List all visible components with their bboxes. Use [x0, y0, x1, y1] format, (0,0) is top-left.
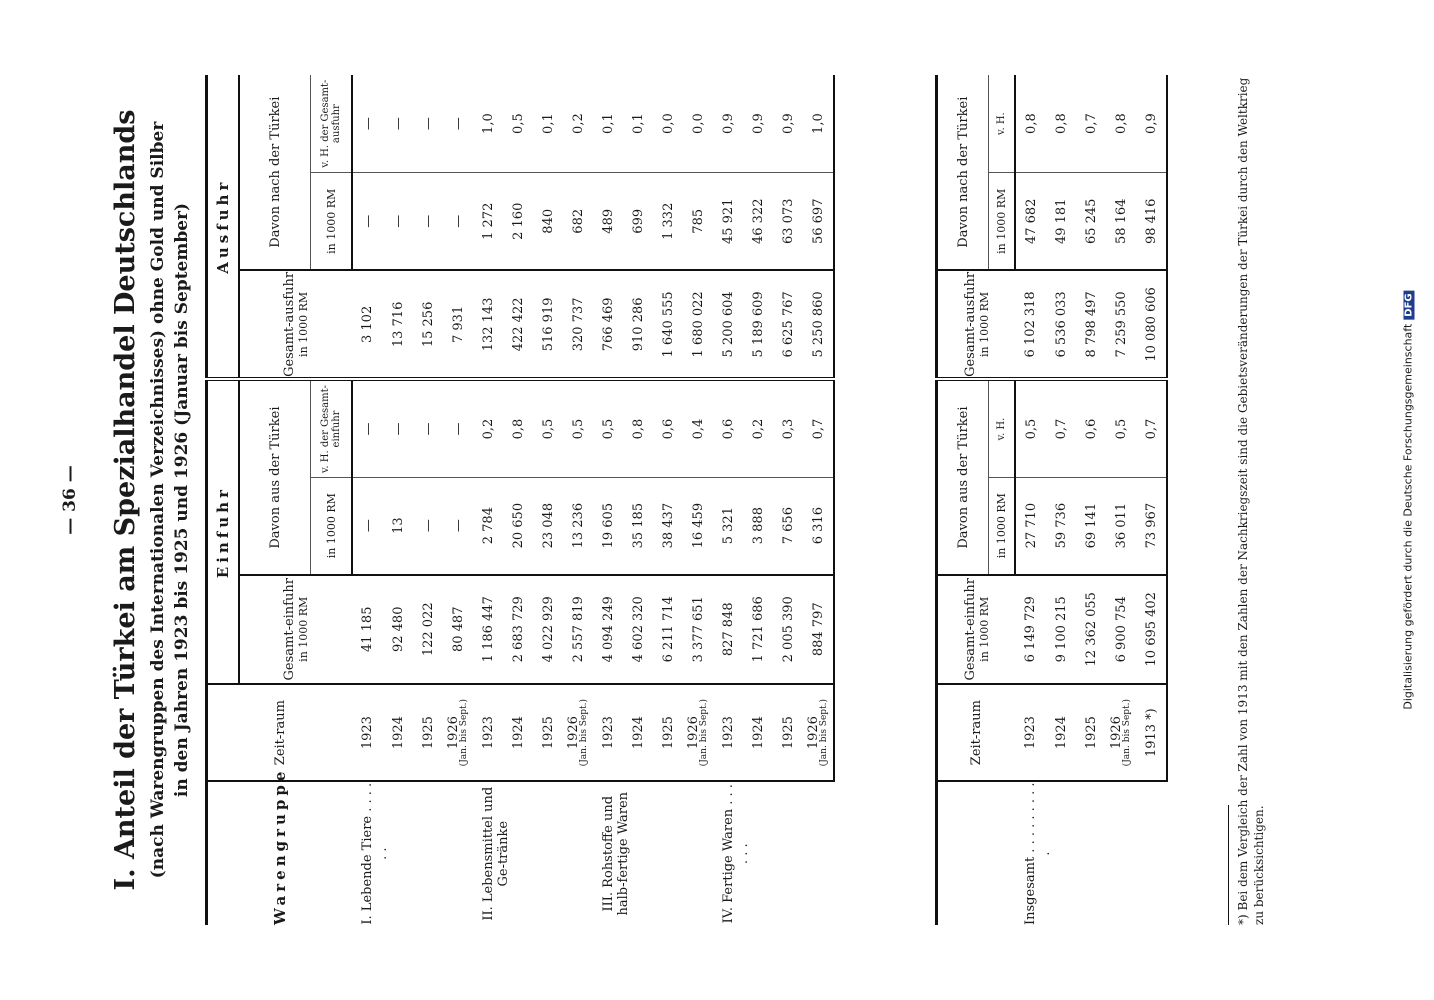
dfg-logo: DFG	[1404, 290, 1415, 319]
zeitraum-cell	[352, 684, 383, 782]
export-pct-cell: 0,8	[1113, 113, 1129, 134]
import-turkey-cell: 38 437	[653, 477, 683, 575]
export-total-cell: 1 640 555	[653, 270, 683, 379]
year: 1923	[360, 716, 375, 750]
import-total-cell: 827 848	[713, 575, 743, 684]
zeitraum-cell	[713, 684, 743, 782]
export-turkey-cell: —	[352, 173, 383, 271]
export-pct-cell: —	[450, 117, 466, 131]
header-export-pct: v. H. der Gesamt-ausfuhr	[311, 75, 353, 173]
export-total-cell: 10 080 606	[1136, 270, 1167, 379]
zeitraum-cell	[623, 684, 653, 782]
import-pct-cell: 0,8	[503, 379, 533, 477]
year: 1925	[540, 716, 556, 750]
zeitraum-cell	[413, 684, 443, 782]
group-label: I. Lebende Tiere . . . . . .	[352, 781, 473, 925]
year: 1924	[750, 716, 766, 750]
export-total-cell: 5 189 609	[743, 270, 773, 379]
year: 1925	[660, 716, 676, 750]
year: 1923	[600, 716, 616, 750]
year: 1925	[1083, 716, 1099, 750]
header-warengruppe: Warengruppe	[207, 781, 353, 925]
export-turkey-cell: —	[383, 173, 413, 271]
import-pct-cell: 0,7	[803, 379, 834, 477]
total-header-blank	[937, 781, 1016, 925]
import-pct-cell: 0,5	[563, 379, 593, 477]
export-turkey-cell: 98 416	[1136, 173, 1167, 271]
export-turkey-cell: 1 332	[653, 173, 683, 271]
export-pct-cell: 0,0	[690, 113, 706, 134]
group-label: II. Lebensmittel und Ge-tränke	[473, 781, 593, 925]
import-pct-cell: 0,7	[1046, 379, 1076, 477]
import-pct-cell: 0,2	[743, 379, 773, 477]
export-turkey-cell: 65 245	[1076, 173, 1106, 271]
export-pct-cell: 0,7	[1083, 113, 1099, 134]
import-turkey-cell: 27 710	[1015, 477, 1046, 575]
table-row	[473, 75, 503, 925]
year: 1923	[1023, 716, 1038, 750]
export-total-cell: 6 536 033	[1046, 270, 1076, 379]
export-total-cell: 7 931	[443, 270, 473, 379]
trade-table	[205, 75, 835, 925]
export-turkey-cell: 785	[683, 173, 713, 271]
import-turkey-cell: 6 316	[803, 477, 834, 575]
import-turkey-cell: 69 141	[1076, 477, 1106, 575]
table-row	[1015, 75, 1046, 925]
total-header-gesamteinfuhr: Gesamt-einfuhr in 1000 RM	[937, 575, 1016, 684]
year-range: (Jan. bis Sept.)	[579, 698, 589, 767]
total-header-gesamtausfuhr: Gesamt-ausfuhr in 1000 RM	[937, 270, 1016, 379]
total-header-davon-aus: Davon aus der Türkei	[937, 379, 989, 574]
year: 1926	[566, 716, 581, 750]
import-pct-cell: 0,2	[473, 379, 503, 477]
export-pct-cell: 0,8	[1053, 113, 1069, 134]
export-pct-cell: 0,0	[660, 113, 676, 134]
digitization-credit	[1396, 20, 1420, 980]
export-total-cell: 13 716	[383, 270, 413, 379]
header-unit-import-turkey: in 1000 RM	[311, 477, 353, 575]
import-pct-cell: 0,6	[653, 379, 683, 477]
total-header-zeitraum: Zeit-raum	[937, 684, 1016, 782]
import-total-cell: 80 487	[443, 575, 473, 684]
export-total-cell: 6 625 767	[773, 270, 803, 379]
import-turkey-cell: 5 321	[713, 477, 743, 575]
zeitraum-cell	[563, 684, 593, 782]
total-header-unit-import: in 1000 RM	[989, 477, 1016, 575]
import-pct-cell: 0,5	[533, 379, 563, 477]
zeitraum-cell	[1046, 684, 1076, 782]
total-header-import-pct: v. H.	[989, 379, 1016, 477]
export-pct-cell: 0,2	[570, 113, 586, 134]
export-total-cell: 3 102	[352, 270, 383, 379]
subtitle-line-2: in den Jahren 1923 bis 1925 und 1926 (Januar bis September)	[172, 202, 192, 798]
export-total-cell: 132 143	[473, 270, 503, 379]
import-turkey-cell: 73 967	[1136, 477, 1167, 575]
export-pct-cell: 0,5	[510, 113, 526, 134]
export-pct-cell: 1,0	[480, 113, 496, 134]
export-pct-cell: 0,1	[600, 113, 616, 134]
header-einfuhr: Einfuhr	[207, 379, 240, 683]
zeitraum-cell	[593, 684, 623, 782]
group-label: III. Rohstoffe und halb-fertige Waren	[593, 781, 713, 925]
export-turkey-cell: 489	[593, 173, 623, 271]
import-pct-cell: 0,3	[773, 379, 803, 477]
import-pct-cell: 0,8	[623, 379, 653, 477]
export-turkey-cell: —	[443, 173, 473, 271]
zeitraum-cell	[743, 684, 773, 782]
table-row	[713, 75, 743, 925]
header-davon-aus: Davon aus der Türkei	[239, 379, 311, 574]
year: 1925	[780, 716, 796, 750]
import-total-cell: 4 602 320	[623, 575, 653, 684]
import-pct-cell: 0,6	[1076, 379, 1106, 477]
import-pct-cell: —	[413, 379, 443, 477]
export-pct-cell: 0,1	[540, 113, 556, 134]
year: 1924	[510, 716, 526, 750]
import-turkey-cell: 13	[383, 477, 413, 575]
year: 1925	[420, 716, 436, 750]
zeitraum-cell	[653, 684, 683, 782]
export-pct-cell: 0,9	[720, 113, 736, 134]
zeitraum-cell	[773, 684, 803, 782]
footnote	[1228, 75, 1267, 925]
export-turkey-cell: 840	[533, 173, 563, 271]
export-pct-cell: 0,9	[780, 113, 796, 134]
year: 1923	[480, 716, 496, 750]
import-total-cell: 41 185	[352, 575, 383, 684]
zeitraum-cell	[383, 684, 413, 782]
export-total-cell: 422 422	[503, 270, 533, 379]
export-total-cell: 516 919	[533, 270, 563, 379]
credit-text: Digitalisierung gefördert durch die Deutsche Forschungsgemeinschaft	[1401, 323, 1415, 710]
export-turkey-cell: 682	[563, 173, 593, 271]
footnote-rule	[1228, 805, 1229, 925]
year: 1924	[390, 716, 406, 750]
total-header-unit-export: in 1000 RM	[989, 173, 1016, 271]
import-turkey-cell: 23 048	[533, 477, 563, 575]
zeitraum-cell	[503, 684, 533, 782]
export-pct-cell: —	[420, 117, 436, 131]
export-pct-cell: —	[360, 117, 376, 131]
year: 1926	[446, 716, 461, 750]
import-turkey-cell: —	[413, 477, 443, 575]
export-total-cell: 5 200 604	[713, 270, 743, 379]
import-total-cell: 6 149 729	[1015, 575, 1046, 684]
year-range: (Jan. bis Sept.)	[459, 698, 469, 767]
import-total-cell: 10 695 402	[1136, 575, 1167, 684]
import-turkey-cell: 59 736	[1046, 477, 1076, 575]
export-turkey-cell: 49 181	[1046, 173, 1076, 271]
year: 1913 *)	[1143, 708, 1159, 758]
export-total-cell: 8 798 497	[1076, 270, 1106, 379]
export-turkey-cell: 47 682	[1015, 173, 1046, 271]
year: 1926	[806, 716, 821, 750]
import-pct-cell: 0,5	[1015, 379, 1046, 477]
export-turkey-cell: 1 272	[473, 173, 503, 271]
export-turkey-cell: 46 322	[743, 173, 773, 271]
year: 1923	[720, 716, 736, 750]
subtitle-line-1: (nach Warengruppen des Internationalen Verzeichnisses) ohne Gold und Silber	[148, 121, 168, 879]
import-pct-cell: —	[383, 379, 413, 477]
zeitraum-cell	[1015, 684, 1046, 782]
export-total-cell: 320 737	[563, 270, 593, 379]
year: 1926	[686, 716, 701, 750]
header-import-pct: v. H. der Gesamt-einfuhr	[311, 379, 353, 477]
import-turkey-cell: 20 650	[503, 477, 533, 575]
zeitraum-cell	[533, 684, 563, 782]
import-pct-cell: 0,5	[1106, 379, 1136, 477]
zeitraum-cell	[443, 684, 473, 782]
import-pct-cell: —	[443, 379, 473, 477]
page-title: I. Anteil der Türkei am Spezialhandel Deutschlands	[110, 109, 141, 891]
year: 1924	[630, 716, 646, 750]
export-pct-cell: 0,1	[630, 113, 646, 134]
zeitraum-cell	[473, 684, 503, 782]
header-gesamtausfuhr: Gesamt-ausfuhr in 1000 RM	[239, 270, 352, 379]
group-label: Insgesamt . . . . . . . . . .	[1015, 781, 1167, 925]
zeitraum-cell	[683, 684, 713, 782]
import-turkey-cell: 2 784	[473, 477, 503, 575]
zeitraum-cell	[1106, 684, 1136, 782]
header-gesamteinfuhr: Gesamt-einfuhr in 1000 RM	[239, 575, 352, 684]
import-turkey-cell: 7 656	[773, 477, 803, 575]
import-pct-cell: 0,6	[713, 379, 743, 477]
zeitraum-cell	[1136, 684, 1167, 782]
import-total-cell: 2 005 390	[773, 575, 803, 684]
import-total-cell: 2 683 729	[503, 575, 533, 684]
year-range: (Jan. bis Sept.)	[699, 698, 709, 767]
import-turkey-cell: 16 459	[683, 477, 713, 575]
export-turkey-cell: —	[413, 173, 443, 271]
export-pct-cell: —	[390, 117, 406, 131]
page-number: — 36 —	[60, 465, 80, 535]
table-row	[352, 75, 383, 925]
export-total-cell: 766 469	[593, 270, 623, 379]
import-total-cell: 6 211 714	[653, 575, 683, 684]
year-range: (Jan. bis Sept.)	[819, 698, 829, 767]
import-turkey-cell: 3 888	[743, 477, 773, 575]
export-total-cell: 6 102 318	[1015, 270, 1046, 379]
import-total-cell: 6 900 754	[1106, 575, 1136, 684]
import-total-cell: 4 094 249	[593, 575, 623, 684]
header-davon-nach: Davon nach der Türkei	[239, 75, 311, 270]
import-total-cell: 1 721 686	[743, 575, 773, 684]
export-total-cell: 1 680 022	[683, 270, 713, 379]
import-pct-cell: —	[352, 379, 383, 477]
import-total-cell: 9 100 215	[1046, 575, 1076, 684]
year-range: (Jan. bis Sept.)	[1122, 698, 1132, 767]
import-turkey-cell: 13 236	[563, 477, 593, 575]
table-row	[593, 75, 623, 925]
import-total-cell: 2 557 819	[563, 575, 593, 684]
year: 1924	[1053, 716, 1069, 750]
export-pct-cell: 0,9	[750, 113, 766, 134]
export-total-cell: 7 259 550	[1106, 270, 1136, 379]
export-turkey-cell: 58 164	[1106, 173, 1136, 271]
import-turkey-cell: 35 185	[623, 477, 653, 575]
export-total-cell: 5 250 860	[803, 270, 834, 379]
export-pct-cell: 1,0	[803, 75, 834, 173]
import-total-cell: 1 186 447	[473, 575, 503, 684]
import-total-cell: 4 022 929	[533, 575, 563, 684]
footnote-text: *) Bei dem Vergleich der Zahl von 1913 mit den Zahlen der Nachkriegszeit sind die Gebietsveränderungen der Türkei durch den Weltkrieg zu berücksichtigen.	[1236, 77, 1266, 925]
header-zeitraum: Zeit-raum	[207, 684, 353, 782]
zeitraum-cell	[1076, 684, 1106, 782]
import-turkey-cell: 36 011	[1106, 477, 1136, 575]
import-total-cell: 122 022	[413, 575, 443, 684]
export-turkey-cell: 63 073	[773, 173, 803, 271]
import-pct-cell: 0,7	[1136, 379, 1167, 477]
export-turkey-cell: 45 921	[713, 173, 743, 271]
export-turkey-cell: 56 697	[803, 173, 834, 271]
total-header-export-pct: v. H.	[989, 75, 1016, 173]
import-total-cell: 884 797	[803, 575, 834, 684]
import-turkey-cell: 19 605	[593, 477, 623, 575]
import-pct-cell: 0,5	[593, 379, 623, 477]
export-turkey-cell: 699	[623, 173, 653, 271]
export-pct-cell: 0,9	[1136, 75, 1167, 173]
group-label: IV. Fertige Waren . . . . . .	[713, 781, 834, 925]
import-total-cell: 12 362 055	[1076, 575, 1106, 684]
import-pct-cell: 0,4	[683, 379, 713, 477]
header-unit-export-turkey: in 1000 RM	[311, 173, 353, 271]
year: 1926	[1109, 716, 1124, 750]
import-turkey-cell: —	[352, 477, 383, 575]
zeitraum-cell	[803, 684, 834, 782]
export-total-cell: 15 256	[413, 270, 443, 379]
export-turkey-cell: 2 160	[503, 173, 533, 271]
import-turkey-cell: —	[443, 477, 473, 575]
total-table	[935, 75, 1168, 925]
export-pct-cell: 0,8	[1023, 113, 1039, 134]
import-total-cell: 3 377 651	[683, 575, 713, 684]
import-total-cell: 92 480	[383, 575, 413, 684]
header-ausfuhr: Ausfuhr	[207, 75, 240, 379]
total-header-davon-nach: Davon nach der Türkei	[937, 75, 989, 270]
export-total-cell: 910 286	[623, 270, 653, 379]
